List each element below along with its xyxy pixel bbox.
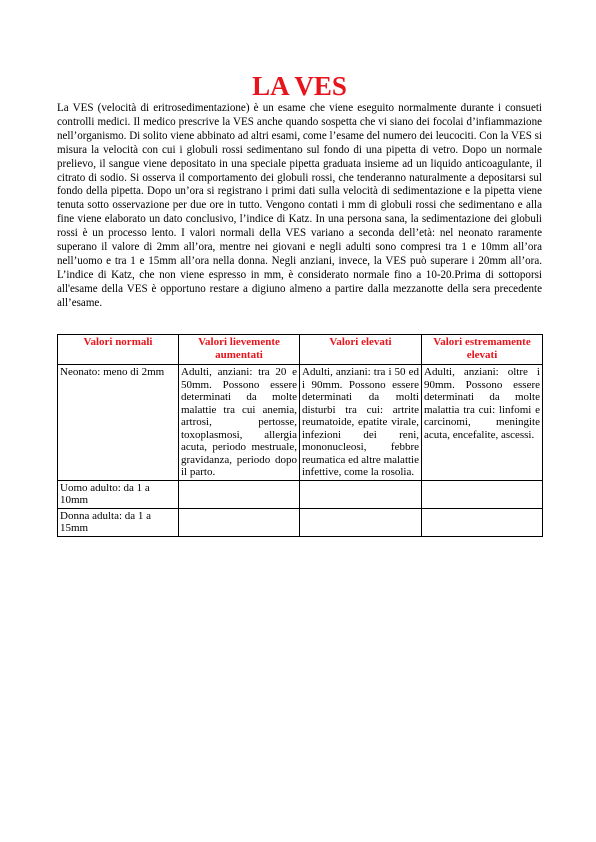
table-cell: Donna adulta: da 1 a 15mm: [58, 508, 179, 536]
header-high-values: Valori elevati: [300, 335, 422, 365]
header-normal-values: Valori normali: [58, 335, 179, 365]
table-cell: Uomo adulto: da 1 a 10mm: [58, 480, 179, 508]
table-row: [58, 480, 543, 508]
table-cell: Adulti, anziani: oltre i 90mm. Possono essere determinati da molte malattia tra cui: linfomi e carcinomi, meningite acuta, encefalite, ascessi.: [422, 365, 543, 481]
header-extremely-high: Valori estremamente elevati: [422, 335, 543, 365]
table-row: [58, 365, 543, 481]
table-cell: [179, 508, 300, 536]
document-page: [57, 71, 542, 534]
table-row: [58, 508, 543, 536]
page-title: LA VES: [252, 71, 347, 101]
table-cell: [300, 508, 422, 536]
table-cell: [422, 480, 543, 508]
header-slightly-increased: Valori lievemente aumentati: [179, 335, 300, 365]
table-cell: [179, 480, 300, 508]
table-cell: Adulti, anziani: tra 20 e 50mm. Possono essere determinati da molte malattie tra cui anemia, artrosi, pertosse, toxoplasmosi, allergia acuta, periodo mestruale, gravidanza, periodo dopo il parto.: [179, 365, 300, 481]
table-cell: [422, 508, 543, 536]
table-cell: Adulti, anziani: tra i 50 ed i 90mm. Possono essere determinati da molti disturbi tra cui: artrite reumatoide, epatite virale, infezioni dei reni, mononucleosi, febbre reumatica ed altre malattie infettive, come la rosolia.: [300, 365, 422, 481]
ves-values-table: [57, 334, 543, 537]
table-header-row: [58, 335, 543, 365]
table-cell: [300, 480, 422, 508]
intro-paragraph: La VES (velocità di eritrosedimentazione) è un esame che viene eseguito normalmente durante i consueti controlli medici. Il medico prescrive la VES anche quando sospetta che vi siano dei focolai d’infiammazione nell’organismo. Di solito viene abbinato ad altri esami, come l’esame del numero dei leucociti. Con la VES si misura la velocità con cui i globuli rossi sedimentano sul fondo di una pipetta di vetro. Dopo un normale prelievo, il sangue viene depositato in una speciale pipetta graduata insieme ad un liquido anticoagulante, il citrato di sodio. Si osserva il comportamento dei globuli rossi, che tenderanno naturalmente a depositarsi sul fondo della pipetta. Dopo un’ora si registrano i primi dati sulla velocità di sedimentazione e la pipetta viene tenuta sotto osservazione per due ore in tutto. Vengono contati i mm di globuli rossi che sedimentano e alla fine viene elaborato un dato conclusivo, l’indice di Katz. In una persona sana, la sedimentazione dei globuli rossi è un processo lento. I valori normali della VES variano a seconda dell’età: nel neonato raramente superano il valore di 2mm all’ora, mentre nei giovani e negli adulti sono compresi tra 1 e 10mm all’ora nell’uomo e tra 1 e 15mm all’ora nella donna. Negli anziani, invece, la VES può superare i 20mm all’ora. L’indice di Katz, che non viene espresso in mm, è considerato normale fino a 10-20.Prima di sottoporsi all'esame della VES è opportuno restare a digiuno almeno a partire dalla mezzanotte della sera precedente all’esame.: [57, 102, 542, 309]
table-cell: Neonato: meno di 2mm: [58, 365, 179, 481]
